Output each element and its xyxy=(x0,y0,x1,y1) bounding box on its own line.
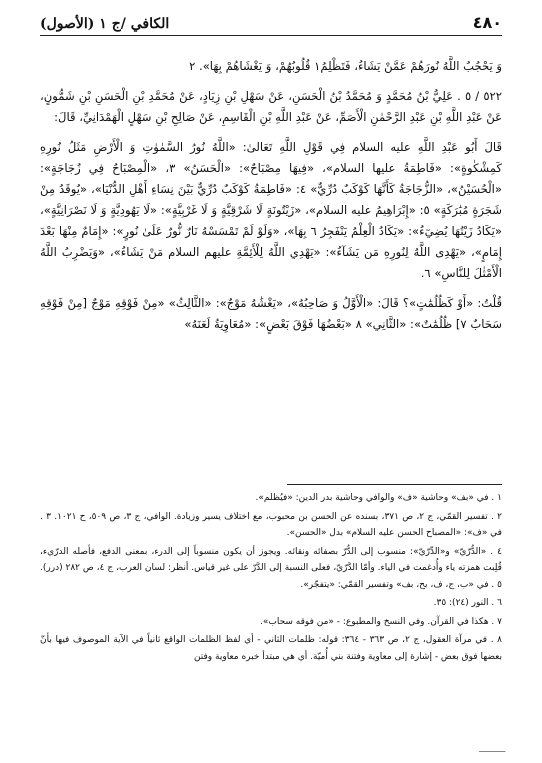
footnote: ٨ . في مرآة العقول، ج ٢، ص ٣٦٣ - ٣٦٤: قوله: ظلمات الثاني - أي لفظ الظلمات الواقع ثانياً في الآية الموصوف فيها بأنّ بعضها فوق بعض - إشارة إلى معاوية وفتنة بني أُميّة. أي هي مبتدأ خبره معاوية وفتن xyxy=(40,635,502,662)
page-number: ٤٨٠ xyxy=(472,13,502,32)
footnote: ٦ . النور (٢٤): ٣٥. xyxy=(433,598,502,608)
footnotes xyxy=(40,490,502,753)
footnote: ١ . في «بف» وحاشية «ف» والوافي وحاشية بدر الدين: «فيُظلم». xyxy=(255,493,502,503)
running-head: الكافي /ج ١ (الأصول) xyxy=(40,16,170,32)
page-header xyxy=(40,6,502,36)
main-text xyxy=(40,56,502,470)
continuation-mark: ⸻ xyxy=(478,744,506,757)
text-paragraph: وَ يَحْجُبُ اللَّهُ نُورَهُمْ عَمَّنْ يَشَاءُ، فَتَظْلِمُ١ قُلُوبُهُمْ، وَ يَغْشَاهُمْ بِهَا». ٢ xyxy=(189,59,502,73)
footnote-separator xyxy=(287,484,502,485)
footnote: ٢ . تفسير القمّي، ج ٢، ص ٣٧١، بسنده عن الحسن بن محبوب، مع اختلاف يسير وزيادة. الوافي، ج ٣، ص ٥٠٩، ح ١٠٢١. ٣ . في «ف»: «المصباح الحسن عليه السلام» بدل «الحسن». xyxy=(40,511,502,538)
text-paragraph: قَالَ أَبُو عَبْدِ اللَّهِ عليه السلام فِي قَوْلِ اللَّهِ تَعَالىٰ: «اللَّهُ نُورُ السَّمٰوٰتِ وَ الْأَرْضِ مَثَلُ نُورِهِ كَمِشْكٰوةٍ»: «فَاطِمَةُ عليها السلام»، «فِيهَا مِصْبَاحٌ»: «الْحَسَنُ» ٣، «الْمِصْبَاحُ فِي زُجَاجَةٍ»: «الْحُسَيْنُ»، «الزُّجَاجَةُ كَأَنَّهَا كَوْكَبٌ دُرِّيٌّ» ٤: «فَاطِمَةُ كَوْكَبٌ دُرِّيٌّ بَيْنَ نِسَاءِ أَهْلِ الدُّنْيَا»، «يُوقَدُ مِنْ شَجَرَةٍ مُبَٰرَكَةٍ» ٥: «إِبْرَاهِيمُ عليه السلام»، «زَيْتُونَةٍ لَا شَرْقِيَّةٍ وَ لَا غَرْبِيَّةٍ»: «لَا يَهُودِيَّةٍ وَ لَا نَصْرَانِيَّةٍ»، «يَكَادُ زَيْتُهَا يُضِيٓءُ»: «يَكَادُ الْعِلْمُ يَنْفَجِرُ ٦ بِهَا»، «وَلَوْ لَمْ تَمْسَسْهُ نَارٌ نُّورٌ عَلَىٰ نُورٍ»: «إِمَامٌ مِنْهَا بَعْدَ إِمَامٍ»، «يَهْدِى اللَّهُ لِنُورِهِ مَن يَشَآءُ»: «يَهْدِي اللَّهُ لِلْأَئِمَّةِ عليهم السلام مَنْ يَشَاءُ»، «وَيَضْرِبُ اللَّهُ الْأَمْثٰلَ لِلنَّاسِ» ٦. xyxy=(40,140,502,280)
text-paragraph: قُلْتُ: «أَوْ كَظُلُمَٰتٍ»؟ قَالَ: «الْأَوَّلُ وَ صَاحِبُهُ»، «يَغْشَٰهُ مَوْجٌ»: «الثَّالِثُ» «مِنْ فَوْقِهِ مَوْجٌ [مِنْ فَوْقِهِ سَحَابٌ ٧] ظُلُمَٰتٌ»: «الثَّانِي» ٨ «بَعْضُهَا فَوْقَ بَعْضٍ»: «مُعَاوِيَةُ لَعَنَهُ» xyxy=(40,296,502,331)
footnote: ٤ . «الدُّرّيّ» و«الدِّرّيّ»: منسوب إلى الدُّرّ بصفائه ونقائه. ويجوز أن يكون منسوباً إلى الدرء، بمعنى الدفع، فأصله الدرّيء، قُلِبت همزته ياء وأُدغمت في الياء. وأمّا الدَّرّيّ، فعلى النسبة إلى الدَّرّ على غير قياس. أنظر: لسان العرب، ج ٤، ص ٢٨٢ (درر). ٥ . في «ب، ج، ف، بح، بف» وتفسير القمّي: «يتفجّر». xyxy=(40,546,502,590)
text-paragraph: ٥٢٢ / ٥ . عَلِيُّ بْنُ مُحَمَّدٍ وَ مُحَمَّدُ بْنُ الْحَسَنِ، عَنْ سَهْلِ بْنِ زِيَادٍ، عَنْ مُحَمَّدِ بْنِ الْحَسَنِ بْنِ شَمُّونٍ، عَنْ عَبْدِ اللَّهِ بْنِ عَبْدِ الرَّحْمٰنِ الْأَصَمِّ، عَنْ عَبْدِ اللَّهِ بْنِ الْقَاسِمِ، عَنْ صَالِحِ بْنِ سَهْلٍ الْهَمْدَانِيِّ، قَالَ: xyxy=(40,89,502,124)
footnote: ٧ . هكذا في القرآن. وفي النسخ والمطبوع: - «من فوقه سحاب». xyxy=(260,616,502,627)
